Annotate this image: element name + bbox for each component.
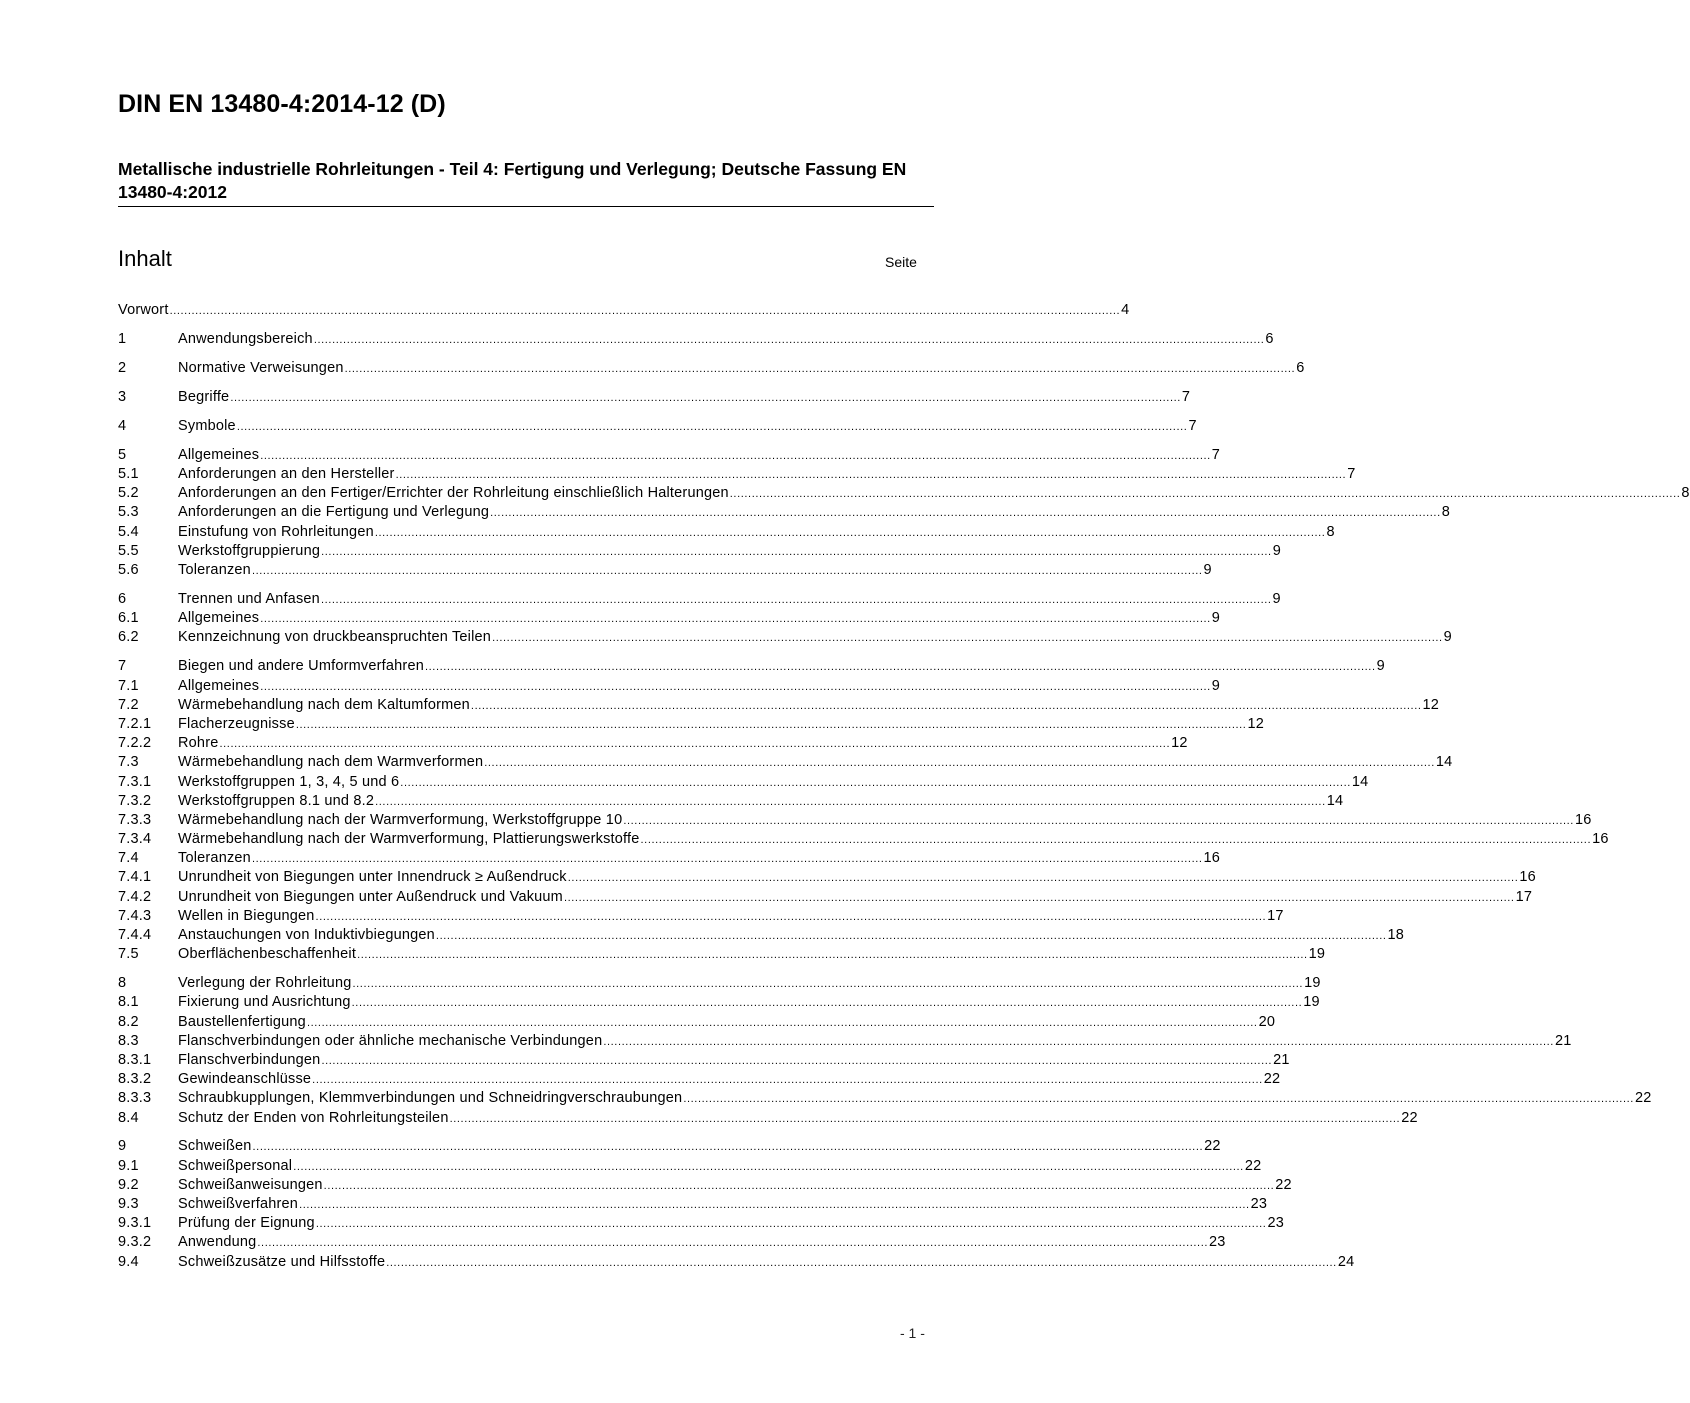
toc-entry-number: 5.4 [118, 523, 139, 540]
toc-entry-number: 5.5 [118, 542, 139, 559]
toc-dot-leader: .................................................................................................................................................................................................................................................................... [492, 632, 1443, 645]
toc-entry[interactable] [118, 811, 1592, 831]
toc-entry-page: 9 [1272, 591, 1281, 608]
toc-entry[interactable] [118, 1234, 1226, 1253]
toc-entry-title: Werkstoffgruppierung [178, 542, 321, 559]
toc-entry-title: Baustellenfertigung [178, 1013, 306, 1030]
toc-dot-leader: .................................................................................................................................................................................................................................................................... [312, 1074, 1263, 1087]
toc-entry[interactable] [118, 715, 1264, 735]
toc-dot-leader: .................................................................................................................................................................................................................................................................... [315, 910, 1267, 923]
toc-entry[interactable] [118, 773, 1369, 793]
toc-entry-number: 9.3.2 [118, 1234, 152, 1251]
toc-dot-leader: .................................................................................................................................................................................................................................................................... [236, 420, 1188, 433]
toc-entry-title: Schweißzusätze und Hilfsstoffe [178, 1253, 386, 1270]
toc-dot-leader: .................................................................................................................................................................................................................................................................... [321, 1054, 1273, 1067]
toc-entry-title: Anforderungen an die Fertigung und Verlegung [178, 504, 490, 521]
toc-entry-page: 22 [1275, 1176, 1292, 1193]
toc-dot-leader: .................................................................................................................................................................................................................................................................... [623, 814, 1574, 827]
toc-dot-leader: .................................................................................................................................................................................................................................................................... [470, 699, 1422, 712]
toc-entry-title: Kennzeichnung von druckbeanspruchten Teilen [178, 629, 492, 646]
toc-dot-leader: .................................................................................................................................................................................................................................................................... [425, 661, 1376, 674]
toc-dot-leader: .................................................................................................................................................................................................................................................................... [567, 872, 1519, 885]
toc-dot-leader: .................................................................................................................................................................................................................................................................... [563, 891, 1515, 904]
toc-entry-number: 5.1 [118, 466, 139, 483]
toc-entry-page: 8 [1441, 504, 1450, 521]
toc-entry[interactable] [118, 735, 1188, 754]
toc-entry-number: 8.3.1 [118, 1051, 152, 1068]
toc-entry-number: 6.1 [118, 610, 139, 627]
toc-entry-title: Trennen und Anfasen [178, 591, 320, 608]
toc-entry-number: 9.3.1 [118, 1215, 152, 1232]
toc-dot-leader: .................................................................................................................................................................................................................................................................... [351, 997, 1303, 1010]
toc-entry-number: 5 [118, 446, 127, 463]
toc-dot-leader: .................................................................................................................................................................................................................................................................... [323, 1179, 1275, 1192]
document-subtitle: Metallische industrielle Rohrleitungen - Teil 4: Fertigung und Verlegung; Deutsche Fassung EN 13480-4:2012 [118, 159, 907, 202]
toc-entry-number: 9.4 [118, 1253, 139, 1270]
toc-dot-leader: .................................................................................................................................................................................................................................................................... [251, 565, 1203, 578]
toc-entry-page: 22 [1634, 1090, 1652, 1107]
toc-entry-title: Toleranzen [178, 562, 251, 579]
toc-entry-number: 5.2 [118, 485, 139, 502]
title-divider [118, 206, 934, 207]
toc-entry-number: 8.3.2 [118, 1071, 152, 1088]
toc-entry-title: Schweißen [178, 1138, 252, 1155]
toc-entry[interactable] [118, 542, 1281, 562]
toc-entry-page: 6 [1296, 359, 1305, 376]
toc-entry-number: 7.3.1 [118, 773, 152, 790]
toc-entry-number: 7.5 [118, 946, 139, 963]
toc-entry-page: 9 [1211, 610, 1221, 627]
toc-dot-leader: .................................................................................................................................................................................................................................................................... [315, 1218, 1267, 1231]
toc-entry[interactable] [118, 975, 1321, 994]
toc-entry-number: 7.4 [118, 850, 139, 867]
toc-entry-page: 12 [1171, 735, 1188, 752]
toc-entry-title: Biegen und andere Umformverfahren [178, 658, 424, 675]
toc-entry-title: Toleranzen [178, 850, 251, 867]
toc-entry-page: 20 [1258, 1013, 1276, 1030]
toc-entry-title: Rohre [178, 735, 219, 752]
toc-dot-leader: .................................................................................................................................................................................................................................................................... [484, 757, 1435, 770]
toc-entry-number: 9 [118, 1138, 127, 1155]
toc-entry-page: 14 [1351, 773, 1369, 790]
toc-entry-title: Wärmebehandlung nach dem Kaltumformen [178, 696, 470, 713]
document-title: DIN EN 13480-4:2014-12 (D) [118, 90, 446, 118]
toc-dot-leader: .................................................................................................................................................................................................................................................................... [251, 853, 1203, 866]
toc-entry-number: 5.6 [118, 562, 139, 579]
toc-dot-leader: .................................................................................................................................................................................................................................................................... [435, 930, 1387, 943]
toc-dot-leader: .................................................................................................................................................................................................................................................................... [352, 978, 1304, 991]
toc-dot-leader: .................................................................................................................................................................................................................................................................... [219, 738, 1171, 751]
toc-entry-number: 8.4 [118, 1109, 139, 1126]
toc-entry-page: 9 [1443, 629, 1452, 646]
toc-dot-leader: .................................................................................................................................................................................................................................................................... [321, 545, 1272, 558]
toc-entry[interactable] [118, 562, 1212, 581]
toc-entry-title: Wärmebehandlung nach der Warmverformung, Werkstoffgruppe 10 [178, 811, 623, 828]
toc-entry[interactable] [118, 754, 1453, 773]
toc-entry-title: Gewindeanschlüsse [178, 1071, 312, 1088]
toc-entry-number: 7.3 [118, 754, 139, 771]
toc-entry-page: 19 [1308, 946, 1326, 963]
toc-entry-page: 23 [1209, 1234, 1226, 1251]
toc-entry-page: 17 [1515, 888, 1533, 905]
toc-entry-title: Allgemeines [178, 446, 260, 463]
toc-entry[interactable] [118, 1032, 1572, 1052]
toc-entry-page: 22 [1263, 1071, 1281, 1088]
toc-dot-leader: .................................................................................................................................................................................................................................................................... [257, 1237, 1209, 1250]
toc-entry[interactable] [118, 466, 1356, 485]
toc-entry-title: Vorwort [118, 302, 169, 318]
toc-dot-leader: .................................................................................................................................................................................................................................................................... [320, 594, 1272, 607]
toc-entry-page: 14 [1326, 792, 1344, 809]
toc-entry[interactable] [118, 1071, 1281, 1090]
toc-entry[interactable] [118, 831, 1609, 850]
toc-entry-title: Verlegung der Rohrleitung [178, 975, 352, 992]
toc-entry-number: 8.1 [118, 994, 139, 1011]
toc-entry-page: 9 [1376, 658, 1385, 675]
toc-entry[interactable] [118, 1196, 1268, 1215]
toc-entry-title: Fixierung und Ausrichtung [178, 994, 351, 1011]
toc-entry-number: 7.2.1 [118, 715, 152, 732]
toc-entry-page: 16 [1592, 831, 1609, 848]
toc-dot-leader: .................................................................................................................................................................................................................................................................... [357, 949, 1308, 962]
toc-dot-leader: .................................................................................................................................................................................................................................................................... [374, 526, 1326, 539]
toc-entry-page: 12 [1422, 696, 1440, 713]
toc-entry[interactable] [118, 1157, 1262, 1177]
toc-entry[interactable] [118, 946, 1326, 965]
table-of-contents [118, 302, 1690, 1273]
toc-entry[interactable] [118, 1253, 1355, 1273]
toc-entry-number: 2 [118, 359, 127, 376]
toc-entry-number: 9.3 [118, 1196, 139, 1213]
toc-entry[interactable] [118, 1013, 1276, 1033]
toc-entry[interactable] [118, 591, 1281, 610]
toc-entry-title: Unrundheit von Biegungen unter Innendruck ≥ Außendruck [178, 869, 567, 886]
toc-entry[interactable] [118, 485, 1690, 504]
toc-dot-leader: .................................................................................................................................................................................................................................................................... [293, 1160, 1244, 1173]
toc-dot-leader: .................................................................................................................................................................................................................................................................... [490, 507, 1441, 520]
toc-entry-number: 7.4.2 [118, 888, 152, 905]
toc-entry-title: Anwendung [178, 1234, 257, 1251]
toc-entry-title: Schweißverfahren [178, 1196, 299, 1213]
toc-entry-page: 9 [1272, 542, 1281, 559]
toc-dot-leader: .................................................................................................................................................................................................................................................................... [295, 718, 1247, 731]
toc-dot-leader: .................................................................................................................................................................................................................................................................... [344, 362, 1296, 375]
toc-entry-title: Flacherzeugnisse [178, 715, 295, 732]
toc-dot-leader: .................................................................................................................................................................................................................................................................... [313, 333, 1265, 346]
toc-entry-title: Anwendungsbereich [178, 330, 313, 347]
toc-entry-number: 9.2 [118, 1176, 139, 1193]
toc-entry[interactable] [118, 1109, 1418, 1129]
toc-entry-number: 6 [118, 591, 127, 608]
toc-entry-page: 16 [1574, 811, 1592, 828]
toc-entry[interactable] [118, 1215, 1284, 1234]
toc-entry-page: 23 [1250, 1196, 1268, 1213]
toc-entry-page: 18 [1387, 927, 1405, 944]
toc-entry-page: 7 [1347, 466, 1356, 483]
toc-entry-page: 19 [1304, 975, 1321, 992]
toc-entry-title: Schweißpersonal [178, 1157, 293, 1174]
toc-entry-title: Wärmebehandlung nach der Warmverformung, Plattierungswerkstoffe [178, 831, 640, 848]
toc-entry-page: 9 [1203, 562, 1212, 579]
toc-entry[interactable] [118, 1176, 1292, 1196]
toc-entry[interactable] [118, 610, 1221, 629]
toc-dot-leader: .................................................................................................................................................................................................................................................................... [683, 1093, 1634, 1106]
toc-entry[interactable] [118, 994, 1320, 1013]
toc-entry-page: 21 [1554, 1032, 1572, 1049]
toc-entry-number: 3 [118, 388, 127, 405]
toc-entry-title: Normative Verweisungen [178, 359, 344, 376]
toc-page-column-label: Seite [885, 254, 917, 270]
toc-entry-number: 7.4.3 [118, 907, 152, 924]
toc-entry[interactable] [118, 792, 1344, 812]
toc-entry-title: Flanschverbindungen oder ähnliche mechanische Verbindungen [178, 1032, 603, 1049]
toc-entry-title: Oberflächenbeschaffenheit [178, 946, 357, 963]
toc-entry-title: Werkstoffgruppen 1, 3, 4, 5 und 6 [178, 773, 400, 790]
toc-entry-page: 7 [1188, 417, 1197, 434]
toc-entry[interactable] [118, 888, 1533, 908]
toc-entry[interactable] [118, 388, 1191, 408]
toc-entry-page: 12 [1247, 715, 1264, 732]
toc-entry[interactable] [118, 658, 1385, 677]
toc-entry-title: Schutz der Enden von Rohrleitungsteilen [178, 1109, 449, 1126]
toc-entry-title: Anforderungen an den Hersteller [178, 466, 395, 483]
toc-entry-number: 7.1 [118, 677, 139, 694]
toc-entry[interactable] [118, 869, 1536, 888]
toc-entry-number: 1 [118, 330, 127, 347]
toc-dot-leader: .................................................................................................................................................................................................................................................................... [306, 1016, 1258, 1029]
toc-entry-page: 8 [1326, 523, 1335, 540]
toc-entry-number: 7.2 [118, 696, 139, 713]
toc-entry-title: Einstufung von Rohrleitungen [178, 523, 374, 540]
toc-entry[interactable] [118, 907, 1284, 927]
toc-entry[interactable] [118, 417, 1197, 437]
toc-entry-number: 8 [118, 975, 127, 992]
footer-page-number: - 1 - [900, 1325, 925, 1341]
toc-entry-title: Schraubkupplungen, Klemmverbindungen und Schneidringverschraubungen [178, 1090, 683, 1107]
toc-entry[interactable] [118, 1090, 1652, 1109]
toc-entry-page: 6 [1265, 330, 1274, 347]
toc-entry-page: 16 [1519, 869, 1536, 886]
toc-entry-page: 7 [1181, 388, 1191, 405]
toc-entry-page: 8 [1681, 485, 1690, 502]
toc-entry-number: 6.2 [118, 629, 139, 646]
toc-entry-page: 21 [1273, 1051, 1290, 1068]
toc-entry-page: 14 [1435, 754, 1453, 771]
toc-dot-leader: .................................................................................................................................................................................................................................................................... [260, 680, 1211, 693]
toc-entry-number: 7.3.4 [118, 831, 152, 848]
toc-entry-page: 22 [1244, 1157, 1262, 1174]
toc-entry-title: Allgemeines [178, 610, 260, 627]
toc-entry-number: 7.3.2 [118, 792, 152, 809]
toc-entry[interactable] [118, 504, 1450, 523]
toc-entry-page: 19 [1303, 994, 1320, 1011]
toc-entry-title: Symbole [178, 417, 236, 434]
toc-entry-title: Unrundheit von Biegungen unter Außendruck und Vakuum [178, 888, 563, 905]
toc-entry-title: Prüfung der Eignung [178, 1215, 315, 1232]
toc-entry-title: Begriffe [178, 388, 230, 405]
toc-dot-leader: .................................................................................................................................................................................................................................................................... [252, 1141, 1204, 1154]
toc-entry[interactable] [118, 1051, 1290, 1071]
toc-entry-page: 7 [1211, 446, 1221, 463]
toc-dot-leader: .................................................................................................................................................................................................................................................................... [640, 834, 1592, 847]
toc-entry[interactable] [118, 302, 1130, 321]
toc-entry-page: 22 [1401, 1109, 1418, 1126]
toc-dot-leader: .................................................................................................................................................................................................................................................................... [400, 776, 1351, 789]
toc-entry-title: Wellen in Biegungen [178, 907, 315, 924]
toc-heading: Inhalt [118, 246, 172, 271]
toc-entry[interactable] [118, 330, 1274, 350]
toc-entry-number: 4 [118, 417, 127, 434]
toc-entry-page: 23 [1267, 1215, 1284, 1232]
toc-entry-page: 9 [1211, 677, 1221, 694]
toc-entry-number: 7.3.3 [118, 811, 152, 828]
toc-dot-leader: .................................................................................................................................................................................................................................................................... [260, 613, 1211, 626]
toc-entry-page: 24 [1337, 1253, 1355, 1270]
toc-entry[interactable] [118, 523, 1335, 543]
toc-entry[interactable] [118, 850, 1221, 869]
toc-dot-leader: .................................................................................................................................................................................................................................................................... [395, 469, 1347, 482]
toc-entry[interactable] [118, 927, 1405, 946]
toc-entry[interactable] [118, 359, 1305, 379]
toc-entry-page: 16 [1203, 850, 1221, 867]
toc-dot-leader: .................................................................................................................................................................................................................................................................... [260, 449, 1211, 462]
toc-entry-page: 4 [1121, 302, 1130, 318]
toc-entry-page: 22 [1204, 1138, 1221, 1155]
toc-entry-number: 8.3 [118, 1032, 139, 1049]
toc-entry-number: 7.2.2 [118, 735, 152, 752]
toc-entry-number: 7.4.1 [118, 869, 152, 886]
toc-entry-number: 7 [118, 658, 127, 675]
toc-dot-leader: .................................................................................................................................................................................................................................................................... [299, 1199, 1250, 1212]
toc-entry-title: Schweißanweisungen [178, 1176, 323, 1193]
toc-entry[interactable] [118, 629, 1452, 648]
toc-entry[interactable] [118, 677, 1221, 697]
toc-dot-leader: .................................................................................................................................................................................................................................................................... [449, 1112, 1401, 1125]
toc-entry-number: 8.2 [118, 1013, 139, 1030]
toc-dot-leader: .................................................................................................................................................................................................................................................................... [375, 795, 1326, 808]
toc-entry-title: Anforderungen an den Fertiger/Errichter der Rohrleitung einschließlich Halterungen [178, 485, 729, 502]
toc-entry-number: 5.3 [118, 504, 139, 521]
toc-entry-title: Anstauchungen von Induktivbiegungen [178, 927, 435, 944]
toc-dot-leader: .................................................................................................................................................................................................................................................................... [603, 1035, 1554, 1048]
toc-entry[interactable] [118, 446, 1221, 466]
toc-entry-title: Allgemeines [178, 677, 260, 694]
toc-entry-title: Flanschverbindungen [178, 1051, 321, 1068]
toc-dot-leader: .................................................................................................................................................................................................................................................................... [386, 1256, 1337, 1269]
toc-entry[interactable] [118, 1138, 1221, 1157]
toc-dot-leader: .................................................................................................................................................................................................................................................................... [729, 488, 1681, 501]
toc-entry-number: 8.3.3 [118, 1090, 152, 1107]
toc-dot-leader: .................................................................................................................................................................................................................................................................... [169, 305, 1121, 317]
toc-entry-number: 7.4.4 [118, 927, 152, 944]
toc-entry-title: Wärmebehandlung nach dem Warmverformen [178, 754, 484, 771]
toc-entry-title: Werkstoffgruppen 8.1 und 8.2 [178, 792, 375, 809]
toc-entry[interactable] [118, 696, 1440, 716]
toc-dot-leader: .................................................................................................................................................................................................................................................................... [230, 391, 1181, 404]
toc-entry-number: 9.1 [118, 1157, 139, 1174]
toc-entry-page: 17 [1267, 907, 1284, 924]
